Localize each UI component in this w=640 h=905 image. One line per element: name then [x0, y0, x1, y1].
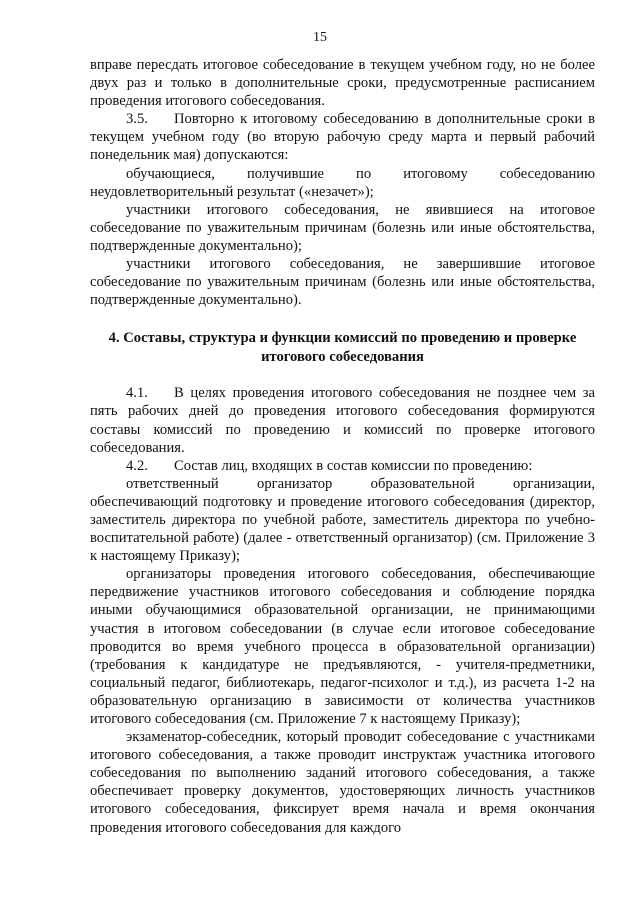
document-body	[90, 56, 595, 837]
clause-text: Состав лиц, входящих в состав комиссии по проведению:	[174, 457, 533, 474]
clause-text: В целях проведения итогового собеседования не позднее чем за пять рабочих дней до проведения итогового собеседования формируются составы комиссий по проведению и комиссий по проверке итогового собеседования.	[90, 385, 595, 456]
page-number: 15	[313, 30, 327, 45]
paragraph-4-2	[90, 457, 595, 475]
clause-text: Повторно к итоговому собеседованию в дополнительные сроки в текущем учебном году (во вторую рабочую среду марта и первый рабочий понедельник мая) допускаются:	[90, 111, 595, 164]
clause-number: 3.5.	[126, 111, 148, 128]
clause-number: 4.1.	[126, 385, 148, 402]
section-heading: 4. Составы, структура и функции комиссий по проведению и проверке итогового собеседования	[108, 330, 577, 365]
paragraph-3-5	[90, 110, 595, 164]
list-item-examiner-interlocutor: экзаменатор-собеседник, который проводит собеседование с участниками итогового собеседования, а также проводит инструктаж участника итогового собеседования по выполнению заданий итогового собеседования, а также обеспечивает проверку документов, удостоверяющих личность участников итогового собеседования, фиксирует время начала и время окончания проведения итогового собеседования для каждого	[90, 729, 595, 836]
clause-number: 4.2.	[126, 457, 148, 474]
paragraph-4-1	[90, 384, 595, 456]
list-item-responsible-organizer: ответственный организатор образовательной организации, обеспечивающий подготовку и проведение итогового собеседования (директор, заместитель директора по учебной работе, заместитель директора по учебно-воспитательной работе) (далее - ответственный организатор) (см. Приложение 3 к настоящему Приказу);	[90, 475, 595, 565]
list-item-unfinished-participants: участники итогового собеседования, не завершившие итоговое собеседование по уважительным причинам (болезнь или иные обстоятельства, подтвержденные документально).	[90, 256, 595, 309]
list-item-organizers: организаторы проведения итогового собеседования, обеспечивающие передвижение участников итогового собеседования и соблюдение порядка иными обучающимися образовательной организации, не принимающими участия в итоговом собеседовании (в случае если итоговое собеседование проводится во время учебного процесса в образовательной организации) (требования к кандидатуре не предъявляются, - учителя-предметники, социальный педагог, библиотекарь, педагог-психолог и т.д.), из расчета 1-2 на образовательную организацию в зависимости от количества участников итогового собеседования (см. Приложение 7 к настоящему Приказу);	[90, 566, 595, 727]
list-item-failed-students: обучающиеся, получившие по итоговому собеседованию неудовлетворительный результат («незачет»);	[90, 165, 595, 200]
list-item-absent-participants: участники итогового собеседования, не явившиеся на итоговое собеседование по уважительным причинам (болезнь или иные обстоятельства, подтвержденные документально);	[90, 201, 595, 254]
paragraph-retake-rule: вправе пересдать итоговое собеседование в текущем учебном году, но не более двух раз и только в дополнительные сроки, предусмотренные расписанием проведения итогового собеседования.	[90, 57, 595, 110]
